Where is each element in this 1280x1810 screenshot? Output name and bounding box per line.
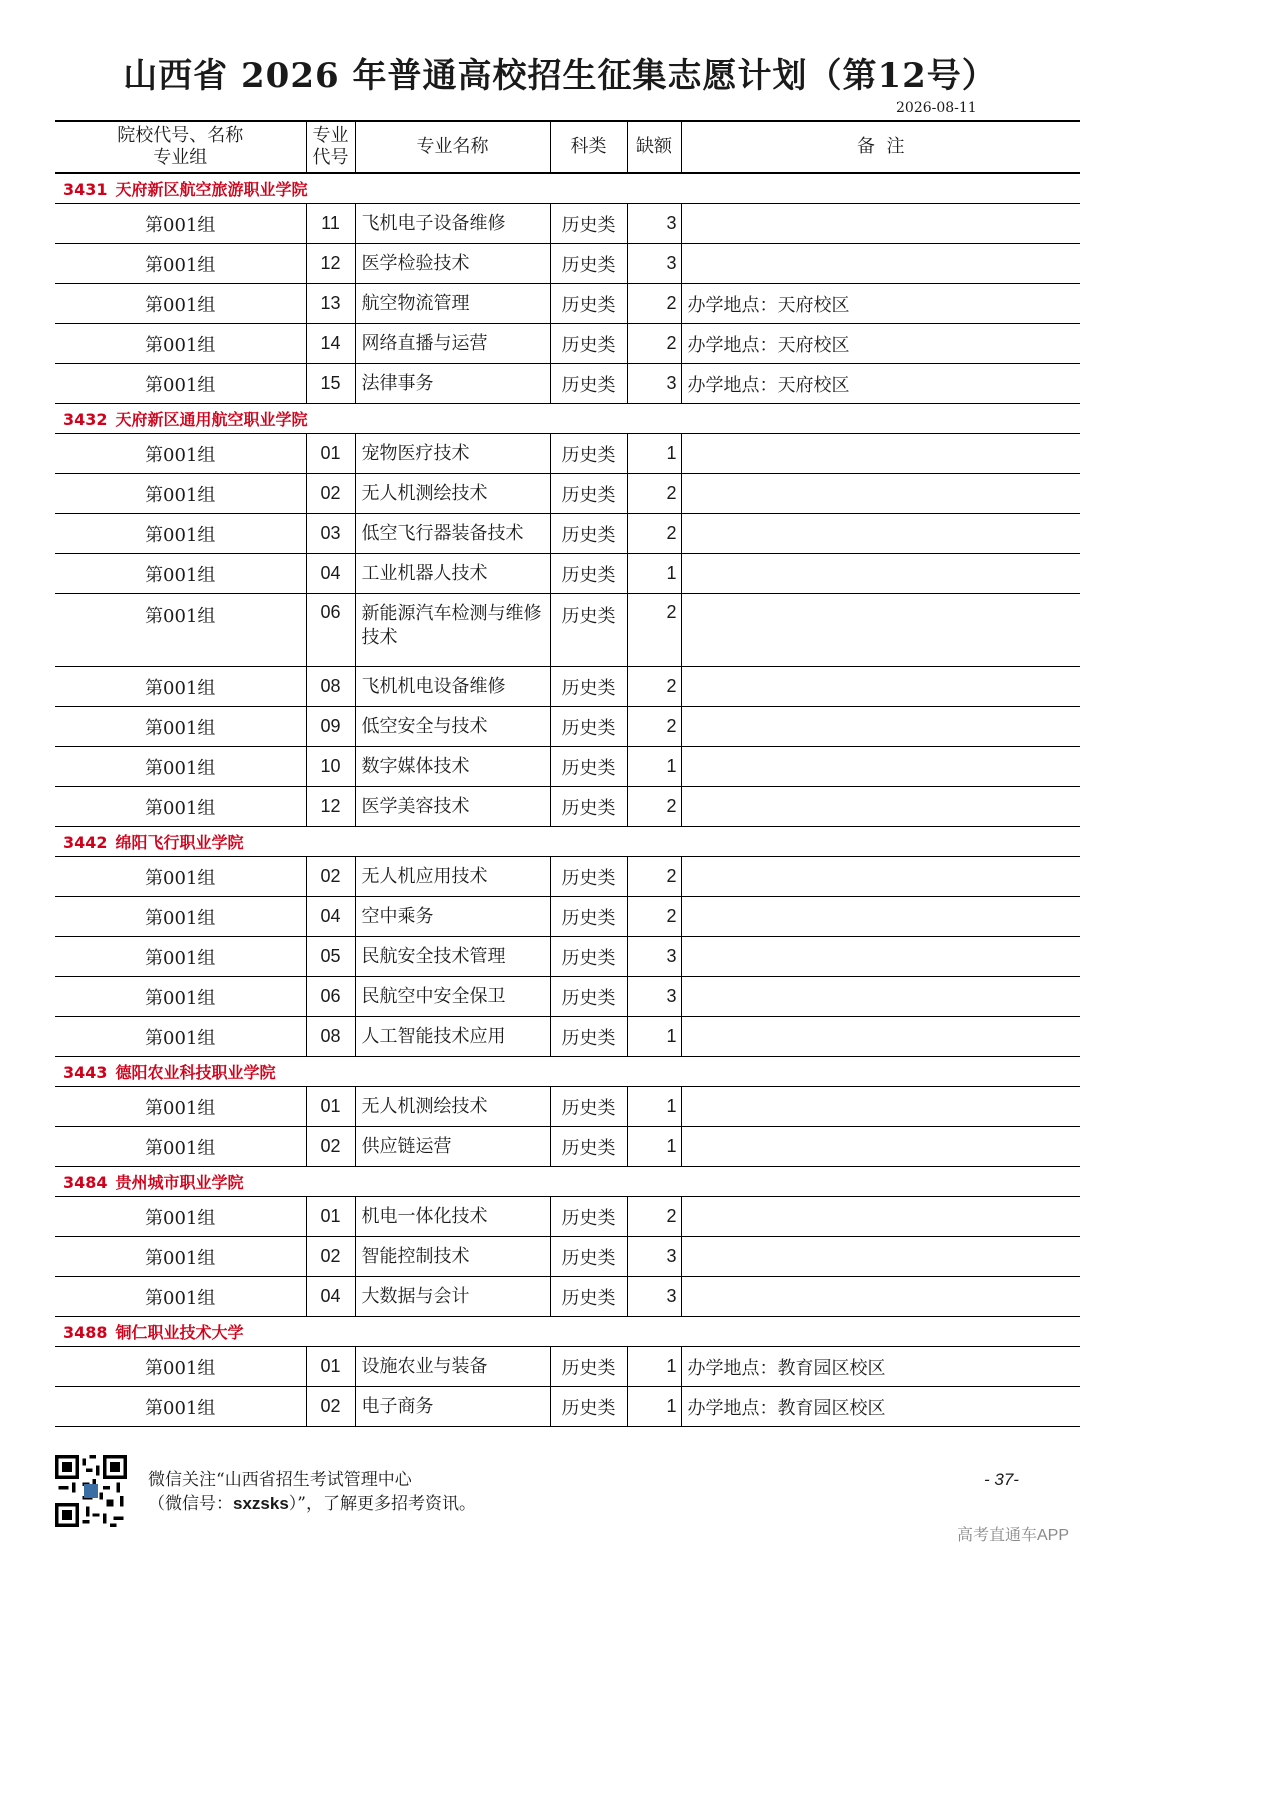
- major-name-cell: 航空物流管理: [355, 284, 550, 324]
- note-cell: [681, 554, 1080, 594]
- major-code-cell: 02: [306, 857, 355, 897]
- table-row: [55, 594, 1080, 667]
- major-name-cell: 医学美容技术: [355, 787, 550, 827]
- category-cell: 历史类: [550, 897, 627, 937]
- major-code-cell: 08: [306, 667, 355, 707]
- note-cell: [681, 897, 1080, 937]
- major-group-cell: 第001组: [55, 1277, 306, 1317]
- major-group-cell: 第001组: [55, 594, 306, 667]
- major-name-cell: 设施农业与装备: [355, 1347, 550, 1387]
- page-title: 山西省 2026 年普通高校招生征集志愿计划（第12号）: [123, 56, 997, 96]
- enrollment-plan-table: [55, 120, 1080, 1427]
- major-code-cell: 06: [306, 594, 355, 667]
- major-name-cell: 低空飞行器装备技术: [355, 514, 550, 554]
- school-header-cell: [55, 404, 1080, 434]
- note-cell: [681, 977, 1080, 1017]
- table-row: [55, 204, 1080, 244]
- header-major-name: 专业名称: [355, 121, 550, 173]
- category-cell: 历史类: [550, 1237, 627, 1277]
- major-name-cell: 法律事务: [355, 364, 550, 404]
- table-row: [55, 747, 1080, 787]
- major-group-cell: 第001组: [55, 937, 306, 977]
- major-code-cell: 05: [306, 937, 355, 977]
- major-group-cell: 第001组: [55, 244, 306, 284]
- school-header-cell: [55, 827, 1080, 857]
- quota-cell: 3: [627, 1237, 681, 1277]
- major-name-cell: 民航安全技术管理: [355, 937, 550, 977]
- note-cell: 办学地点：天府校区: [681, 324, 1080, 364]
- category-cell: 历史类: [550, 554, 627, 594]
- major-group-cell: 第001组: [55, 1087, 306, 1127]
- note-cell: [681, 707, 1080, 747]
- major-group-cell: 第001组: [55, 364, 306, 404]
- quota-cell: 2: [627, 284, 681, 324]
- category-cell: 历史类: [550, 747, 627, 787]
- quota-cell: 3: [627, 204, 681, 244]
- major-name-cell: 供应链运营: [355, 1127, 550, 1167]
- note-cell: 办学地点：教育园区校区: [681, 1387, 1080, 1427]
- school-name: 贵州城市职业学院: [115, 1173, 244, 1192]
- major-name-cell: 无人机应用技术: [355, 857, 550, 897]
- category-cell: 历史类: [550, 1197, 627, 1237]
- quota-cell: 2: [627, 667, 681, 707]
- category-cell: 历史类: [550, 1127, 627, 1167]
- category-cell: 历史类: [550, 594, 627, 667]
- category-cell: 历史类: [550, 324, 627, 364]
- quota-cell: 3: [627, 977, 681, 1017]
- major-group-cell: 第001组: [55, 324, 306, 364]
- school-code: 3443: [63, 1063, 108, 1082]
- footer-line1: 微信关注“山西省招生考试管理中心: [148, 1470, 412, 1490]
- quota-cell: 3: [627, 244, 681, 284]
- school-name: 天府新区航空旅游职业学院: [115, 180, 308, 199]
- major-group-cell: 第001组: [55, 747, 306, 787]
- table-row: [55, 937, 1080, 977]
- school-name: 铜仁职业技术大学: [115, 1323, 244, 1342]
- school-header-row: [55, 1167, 1080, 1197]
- note-cell: [681, 244, 1080, 284]
- major-code-cell: 10: [306, 747, 355, 787]
- school-header-cell: [55, 1167, 1080, 1197]
- major-name-cell: 人工智能技术应用: [355, 1017, 550, 1057]
- major-group-cell: 第001组: [55, 1387, 306, 1427]
- school-code: 3432: [63, 410, 108, 429]
- category-cell: 历史类: [550, 1087, 627, 1127]
- table-row: [55, 434, 1080, 474]
- table-row: [55, 554, 1080, 594]
- note-cell: 办学地点：天府校区: [681, 364, 1080, 404]
- category-cell: 历史类: [550, 364, 627, 404]
- quota-cell: 2: [627, 857, 681, 897]
- major-code-cell: 04: [306, 1277, 355, 1317]
- category-cell: 历史类: [550, 284, 627, 324]
- major-group-cell: 第001组: [55, 204, 306, 244]
- note-cell: 办学地点：教育园区校区: [681, 1347, 1080, 1387]
- major-code-cell: 06: [306, 977, 355, 1017]
- note-cell: [681, 1277, 1080, 1317]
- table-row: [55, 284, 1080, 324]
- app-watermark: 高考直通车APP: [957, 1527, 1070, 1544]
- note-cell: [681, 787, 1080, 827]
- table-row: [55, 1017, 1080, 1057]
- page-number: - 37-: [984, 1470, 1019, 1489]
- major-name-cell: 大数据与会计: [355, 1277, 550, 1317]
- quota-cell: 3: [627, 364, 681, 404]
- note-cell: 办学地点：天府校区: [681, 284, 1080, 324]
- quota-cell: 2: [627, 1197, 681, 1237]
- category-cell: 历史类: [550, 1347, 627, 1387]
- major-code-cell: 01: [306, 1087, 355, 1127]
- note-cell: [681, 1127, 1080, 1167]
- header-major-code-line1: 专业: [312, 125, 349, 146]
- school-name: 绵阳飞行职业学院: [115, 833, 244, 852]
- major-code-cell: 08: [306, 1017, 355, 1057]
- note-cell: [681, 1017, 1080, 1057]
- category-cell: 历史类: [550, 707, 627, 747]
- category-cell: 历史类: [550, 787, 627, 827]
- table-row: [55, 897, 1080, 937]
- publish-date: 2026-08-11: [896, 100, 977, 116]
- major-name-cell: 智能控制技术: [355, 1237, 550, 1277]
- major-name-cell: 飞机机电设备维修: [355, 667, 550, 707]
- major-name-cell: 无人机测绘技术: [355, 474, 550, 514]
- quota-cell: 1: [627, 554, 681, 594]
- major-code-cell: 09: [306, 707, 355, 747]
- table-row: [55, 787, 1080, 827]
- major-group-cell: 第001组: [55, 284, 306, 324]
- category-cell: 历史类: [550, 857, 627, 897]
- major-name-cell: 无人机测绘技术: [355, 1087, 550, 1127]
- note-cell: [681, 434, 1080, 474]
- note-cell: [681, 857, 1080, 897]
- table-row: [55, 1277, 1080, 1317]
- major-code-cell: 02: [306, 1127, 355, 1167]
- note-cell: [681, 1197, 1080, 1237]
- header-major-code-line2: 代号: [312, 147, 349, 168]
- table-body: [55, 173, 1080, 1427]
- header-major-code: [306, 121, 355, 173]
- table-header-row: [55, 121, 1080, 173]
- table-row: [55, 857, 1080, 897]
- note-cell: [681, 514, 1080, 554]
- table-row: [55, 707, 1080, 747]
- table-row: [55, 1237, 1080, 1277]
- category-cell: 历史类: [550, 1387, 627, 1427]
- quota-cell: 2: [627, 474, 681, 514]
- major-group-cell: 第001组: [55, 1127, 306, 1167]
- note-cell: [681, 204, 1080, 244]
- major-name-cell: 数字媒体技术: [355, 747, 550, 787]
- category-cell: 历史类: [550, 667, 627, 707]
- table-row: [55, 474, 1080, 514]
- major-code-cell: 02: [306, 474, 355, 514]
- major-group-cell: 第001组: [55, 787, 306, 827]
- note-cell: [681, 474, 1080, 514]
- note-cell: [681, 747, 1080, 787]
- major-name-cell: 飞机电子设备维修: [355, 204, 550, 244]
- note-cell: [681, 1087, 1080, 1127]
- quota-cell: 1: [627, 1127, 681, 1167]
- header-school-group-line2: 专业组: [153, 147, 208, 168]
- major-name-cell: 医学检验技术: [355, 244, 550, 284]
- school-header-row: [55, 1317, 1080, 1347]
- major-code-cell: 04: [306, 897, 355, 937]
- quota-cell: 2: [627, 787, 681, 827]
- major-group-cell: 第001组: [55, 554, 306, 594]
- major-group-cell: 第001组: [55, 434, 306, 474]
- category-cell: 历史类: [550, 204, 627, 244]
- quota-cell: 2: [627, 707, 681, 747]
- major-group-cell: 第001组: [55, 707, 306, 747]
- table-row: [55, 1387, 1080, 1427]
- major-code-cell: 11: [306, 204, 355, 244]
- category-cell: 历史类: [550, 434, 627, 474]
- school-code: 3442: [63, 833, 108, 852]
- major-group-cell: 第001组: [55, 1197, 306, 1237]
- quota-cell: 1: [627, 1087, 681, 1127]
- major-group-cell: 第001组: [55, 514, 306, 554]
- quota-cell: 2: [627, 594, 681, 667]
- major-group-cell: 第001组: [55, 1237, 306, 1277]
- major-group-cell: 第001组: [55, 474, 306, 514]
- major-code-cell: 02: [306, 1237, 355, 1277]
- category-cell: 历史类: [550, 1277, 627, 1317]
- table-row: [55, 1197, 1080, 1237]
- quota-cell: 3: [627, 1277, 681, 1317]
- quota-cell: 2: [627, 324, 681, 364]
- table-row: [55, 364, 1080, 404]
- footer-wechat-note: [148, 1468, 476, 1516]
- major-name-cell: 低空安全与技术: [355, 707, 550, 747]
- qr-code-icon: [55, 1455, 127, 1527]
- table-row: [55, 244, 1080, 284]
- table-row: [55, 977, 1080, 1017]
- major-code-cell: 12: [306, 244, 355, 284]
- school-header-cell: [55, 1057, 1080, 1087]
- quota-cell: 1: [627, 1347, 681, 1387]
- major-group-cell: 第001组: [55, 857, 306, 897]
- table-row: [55, 324, 1080, 364]
- major-code-cell: 01: [306, 434, 355, 474]
- school-header-row: [55, 1057, 1080, 1087]
- footer-line2: [148, 1492, 476, 1516]
- table-row: [55, 1127, 1080, 1167]
- major-name-cell: 工业机器人技术: [355, 554, 550, 594]
- footer-line2-suffix: ）”，了解更多招考资讯。: [288, 1494, 476, 1514]
- wechat-id: sxzsks: [233, 1494, 289, 1513]
- school-header-cell: [55, 1317, 1080, 1347]
- school-header-row: [55, 827, 1080, 857]
- quota-cell: 1: [627, 1387, 681, 1427]
- major-code-cell: 13: [306, 284, 355, 324]
- school-name: 天府新区通用航空职业学院: [115, 410, 308, 429]
- school-code: 3488: [63, 1323, 108, 1342]
- major-name-cell: 电子商务: [355, 1387, 550, 1427]
- category-cell: 历史类: [550, 474, 627, 514]
- header-school-group-line1: 院校代号、名称: [117, 125, 244, 146]
- category-cell: 历史类: [550, 1017, 627, 1057]
- major-name-cell: 网络直播与运营: [355, 324, 550, 364]
- major-code-cell: 12: [306, 787, 355, 827]
- school-code: 3431: [63, 180, 108, 199]
- quota-cell: 2: [627, 514, 681, 554]
- school-header-cell: [55, 173, 1080, 204]
- major-code-cell: 15: [306, 364, 355, 404]
- quota-cell: 1: [627, 747, 681, 787]
- major-code-cell: 01: [306, 1197, 355, 1237]
- major-group-cell: 第001组: [55, 1347, 306, 1387]
- category-cell: 历史类: [550, 937, 627, 977]
- major-name-cell: 宠物医疗技术: [355, 434, 550, 474]
- quota-cell: 3: [627, 937, 681, 977]
- major-name-cell: 机电一体化技术: [355, 1197, 550, 1237]
- table-row: [55, 667, 1080, 707]
- school-name: 德阳农业科技职业学院: [115, 1063, 276, 1082]
- quota-cell: 2: [627, 897, 681, 937]
- note-cell: [681, 667, 1080, 707]
- major-name-cell: 空中乘务: [355, 897, 550, 937]
- major-code-cell: 14: [306, 324, 355, 364]
- note-cell: [681, 1237, 1080, 1277]
- quota-cell: 1: [627, 434, 681, 474]
- major-code-cell: 03: [306, 514, 355, 554]
- table-row: [55, 1347, 1080, 1387]
- table-row: [55, 1087, 1080, 1127]
- category-cell: 历史类: [550, 514, 627, 554]
- major-name-cell: 民航空中安全保卫: [355, 977, 550, 1017]
- school-header-row: [55, 173, 1080, 204]
- major-group-cell: 第001组: [55, 897, 306, 937]
- header-category: 科类: [550, 121, 627, 173]
- category-cell: 历史类: [550, 977, 627, 1017]
- note-cell: [681, 594, 1080, 667]
- major-code-cell: 02: [306, 1387, 355, 1427]
- major-group-cell: 第001组: [55, 977, 306, 1017]
- major-code-cell: 01: [306, 1347, 355, 1387]
- quota-cell: 1: [627, 1017, 681, 1057]
- header-quota: 缺额: [627, 121, 681, 173]
- school-header-row: [55, 404, 1080, 434]
- school-code: 3484: [63, 1173, 108, 1192]
- note-cell: [681, 937, 1080, 977]
- major-group-cell: 第001组: [55, 1017, 306, 1057]
- major-code-cell: 04: [306, 554, 355, 594]
- category-cell: 历史类: [550, 244, 627, 284]
- table-row: [55, 514, 1080, 554]
- footer-line2-prefix: （微信号：: [148, 1494, 233, 1514]
- header-note: 备 注: [681, 121, 1080, 173]
- header-school-group: [55, 121, 306, 173]
- major-group-cell: 第001组: [55, 667, 306, 707]
- major-name-cell: 新能源汽车检测与维修技术: [355, 594, 550, 667]
